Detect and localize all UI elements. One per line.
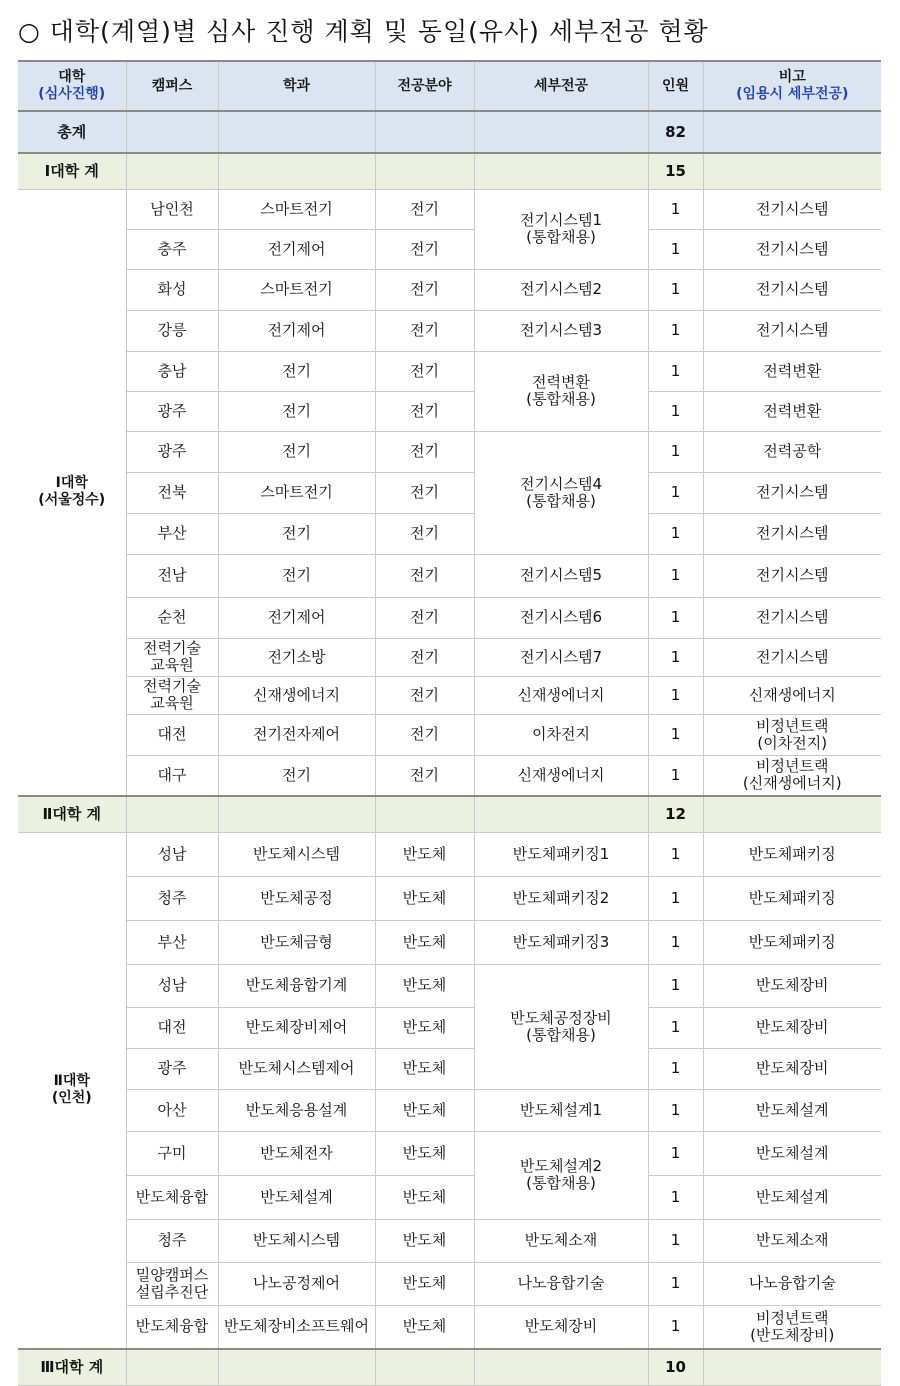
- note-cell: 전기시스템: [703, 597, 881, 638]
- major-cell: [474, 1305, 648, 1349]
- note-cell: 전력변환: [703, 391, 881, 431]
- univ-cell: [18, 189, 126, 796]
- campus-cell: [126, 920, 218, 964]
- header-count: 인원: [648, 61, 703, 111]
- field-cell: 전기: [375, 597, 474, 638]
- note-cell: 전력공학: [703, 431, 881, 472]
- subtotal-row: [18, 153, 881, 189]
- campus-name: 구미: [157, 1143, 187, 1162]
- note-cell: 반도체패키징: [703, 832, 881, 876]
- note-cell: 전기시스템: [703, 472, 881, 513]
- campus-cell: [126, 597, 218, 638]
- dept-cell: 반도체시스템: [218, 832, 375, 876]
- campus-cell: [126, 229, 218, 269]
- table-row: [18, 472, 881, 513]
- univ-name: Ⅱ대학: [53, 1073, 90, 1090]
- subtotal-count: 10: [648, 1349, 703, 1385]
- field-cell: 반도체: [375, 1048, 474, 1089]
- major-name: 반도체패키징2: [512, 888, 610, 907]
- dept-cell: 스마트전기: [218, 472, 375, 513]
- campus-cell: [126, 1131, 218, 1175]
- campus-cell: [126, 676, 218, 714]
- table-row: [18, 1089, 881, 1131]
- major-cell: [474, 876, 648, 920]
- count-cell: 1: [648, 1007, 703, 1048]
- table-row: [18, 1131, 881, 1175]
- note-cell: 전기시스템: [703, 189, 881, 229]
- count-cell: 1: [648, 1262, 703, 1305]
- campus-name: 밀양캠퍼스: [135, 1265, 209, 1284]
- dept-cell: 전기제어: [218, 310, 375, 351]
- note-detail: (이차전지): [757, 733, 828, 752]
- note-detail: (반도체장비): [750, 1325, 835, 1344]
- major-name: 반도체설계1: [520, 1100, 602, 1119]
- campus-cell: [126, 1305, 218, 1349]
- note-cell: 반도체장비: [703, 1048, 881, 1089]
- major-status-table: [18, 60, 881, 1386]
- major-cell: [474, 1219, 648, 1262]
- note-cell: 반도체패키징: [703, 876, 881, 920]
- campus-cell: [126, 1007, 218, 1048]
- count-cell: 1: [648, 513, 703, 554]
- field-cell: 전기: [375, 310, 474, 351]
- note-track: 비정년트랙: [756, 716, 829, 735]
- field-cell: 전기: [375, 554, 474, 597]
- campus-name: 성남: [157, 844, 187, 863]
- campus-name-line2: 교육원: [150, 694, 194, 712]
- table-row: [18, 351, 881, 391]
- major-name: 전기시스템5: [520, 566, 602, 584]
- note-cell: 전기시스템: [703, 269, 881, 310]
- major-cell: [474, 189, 648, 269]
- note-cell: 반도체장비: [703, 1007, 881, 1048]
- dept-cell: 반도체공정: [218, 876, 375, 920]
- count-cell: 1: [648, 1131, 703, 1175]
- major-name: 전기시스템3: [520, 321, 602, 339]
- count-cell: 1: [648, 554, 703, 597]
- campus-cell: [126, 513, 218, 554]
- count-cell: 1: [648, 964, 703, 1007]
- dept-cell: 나노공정제어: [218, 1262, 375, 1305]
- campus-cell: [126, 1175, 218, 1219]
- field-cell: 전기: [375, 755, 474, 796]
- field-cell: 전기: [375, 351, 474, 391]
- page-title: ○ 대학(계열)별 심사 진행 계획 및 동일(유사) 세부전공 현황: [18, 17, 709, 46]
- table-header-row: [18, 61, 881, 111]
- count-cell: 1: [648, 714, 703, 755]
- subtotal-label: Ⅲ대학 계: [18, 1349, 126, 1385]
- table-row: [18, 1007, 881, 1048]
- campus-name: 강릉: [157, 321, 187, 339]
- field-cell: 전기: [375, 638, 474, 676]
- major-cell: [474, 638, 648, 676]
- campus-name: 광주: [157, 442, 187, 460]
- major-name: 반도체공정장비: [510, 1008, 612, 1027]
- note-cell: 반도체설계: [703, 1089, 881, 1131]
- table-row: [18, 1262, 881, 1305]
- table-row: [18, 310, 881, 351]
- count-cell: 1: [648, 391, 703, 431]
- note-cell: 전력변환: [703, 351, 881, 391]
- campus-name: 청주: [157, 1231, 187, 1249]
- header-field: 전공분야: [375, 61, 474, 111]
- dept-cell: 반도체응용설계: [218, 1089, 375, 1131]
- field-cell: 반도체: [375, 1175, 474, 1219]
- note-cell: 전기시스템: [703, 554, 881, 597]
- empty-cell: [474, 796, 648, 832]
- major-cell: [474, 714, 648, 755]
- major-cell: [474, 310, 648, 351]
- note-cell: 전기시스템: [703, 513, 881, 554]
- dept-cell: 전기제어: [218, 597, 375, 638]
- table-row: [18, 554, 881, 597]
- major-cell: [474, 920, 648, 964]
- campus-cell: [126, 554, 218, 597]
- count-cell: 1: [648, 1305, 703, 1349]
- empty-cell: [703, 153, 881, 189]
- table-row: [18, 597, 881, 638]
- dept-cell: 전기: [218, 431, 375, 472]
- dept-cell: 전기: [218, 755, 375, 796]
- dept-cell: 전기: [218, 513, 375, 554]
- subtotal-count: 12: [648, 796, 703, 832]
- univ-location: (서울정수): [38, 492, 106, 509]
- empty-cell: [218, 153, 375, 189]
- empty-cell: [474, 153, 648, 189]
- count-cell: 1: [648, 1175, 703, 1219]
- campus-name: 대구: [157, 765, 187, 784]
- note-cell: 전기시스템: [703, 229, 881, 269]
- count-cell: 1: [648, 1048, 703, 1089]
- total-row: [18, 111, 881, 153]
- field-cell: 반도체: [375, 1007, 474, 1048]
- campus-name: 대전: [157, 725, 187, 743]
- note-cell: 반도체패키징: [703, 920, 881, 964]
- major-cell: [474, 1089, 648, 1131]
- dept-cell: 전기: [218, 391, 375, 431]
- table-row: [18, 1048, 881, 1089]
- count-cell: 1: [648, 755, 703, 796]
- campus-cell: [126, 832, 218, 876]
- major-note: (통합채용): [526, 1025, 596, 1044]
- dept-cell: 반도체장비소프트웨어: [218, 1305, 375, 1349]
- field-cell: 반도체: [375, 964, 474, 1007]
- campus-name: 대전: [157, 1018, 187, 1036]
- note-cell: 신재생에너지: [703, 676, 881, 714]
- major-note: (통합채용): [526, 228, 596, 246]
- count-cell: 1: [648, 310, 703, 351]
- major-name: 전기시스템4: [520, 474, 602, 493]
- dept-cell: 스마트전기: [218, 189, 375, 229]
- table-row: [18, 391, 881, 431]
- major-note: (통합채용): [526, 491, 596, 510]
- major-name: 반도체장비: [524, 1317, 598, 1336]
- campus-name: 아산: [157, 1100, 187, 1119]
- field-cell: 반도체: [375, 1262, 474, 1305]
- campus-name: 전력기술: [143, 677, 201, 695]
- dept-cell: 반도체시스템: [218, 1219, 375, 1262]
- campus-name-line2: 교육원: [150, 656, 194, 674]
- major-name: 반도체설계2: [520, 1157, 602, 1175]
- campus-name: 광주: [157, 401, 187, 420]
- field-cell: 반도체: [375, 920, 474, 964]
- campus-name: 충주: [157, 239, 187, 258]
- campus-name: 반도체융합: [135, 1187, 209, 1206]
- note-cell: 반도체설계: [703, 1175, 881, 1219]
- campus-cell: [126, 189, 218, 229]
- univ-location: (인천): [51, 1090, 92, 1107]
- campus-name: 성남: [157, 976, 187, 994]
- table-row: [18, 229, 881, 269]
- field-cell: 전기: [375, 269, 474, 310]
- campus-cell: [126, 431, 218, 472]
- campus-name: 전북: [157, 483, 187, 501]
- table-row: [18, 189, 881, 229]
- empty-cell: [126, 796, 218, 832]
- count-cell: 1: [648, 229, 703, 269]
- field-cell: 반도체: [375, 832, 474, 876]
- campus-name: 충남: [157, 361, 187, 380]
- campus-name: 순천: [157, 608, 187, 626]
- major-cell: [474, 832, 648, 876]
- note-cell: 전기시스템: [703, 638, 881, 676]
- count-cell: 1: [648, 1089, 703, 1131]
- dept-cell: 전기소방: [218, 638, 375, 676]
- count-cell: 1: [648, 269, 703, 310]
- count-cell: 1: [648, 189, 703, 229]
- major-note: (통합채용): [526, 390, 596, 408]
- major-cell: [474, 755, 648, 796]
- dept-cell: 반도체전자: [218, 1131, 375, 1175]
- campus-cell: [126, 472, 218, 513]
- campus-cell: [126, 1262, 218, 1305]
- field-cell: 전기: [375, 189, 474, 229]
- campus-name: 부산: [157, 932, 187, 951]
- dept-cell: 신재생에너지: [218, 676, 375, 714]
- subtotal-label: Ⅱ대학 계: [18, 796, 126, 832]
- subtotal-label: Ⅰ대학 계: [18, 153, 126, 189]
- note-cell: [703, 755, 881, 796]
- note-cell: 반도체설계: [703, 1131, 881, 1175]
- empty-cell: [375, 796, 474, 832]
- major-cell: [474, 554, 648, 597]
- major-cell: [474, 269, 648, 310]
- note-cell: 반도체소재: [703, 1219, 881, 1262]
- campus-cell: [126, 755, 218, 796]
- count-cell: 1: [648, 431, 703, 472]
- campus-cell: [126, 1219, 218, 1262]
- campus-cell: [126, 876, 218, 920]
- empty-cell: [126, 153, 218, 189]
- total-label: 총계: [18, 111, 126, 153]
- count-cell: 1: [648, 832, 703, 876]
- field-cell: 전기: [375, 714, 474, 755]
- dept-cell: 전기전자제어: [218, 714, 375, 755]
- dept-cell: 전기제어: [218, 229, 375, 269]
- campus-cell: [126, 638, 218, 676]
- note-cell: 전기시스템: [703, 310, 881, 351]
- table-row: [18, 714, 881, 755]
- major-name: 반도체패키징1: [512, 844, 610, 863]
- dept-cell: 전기: [218, 554, 375, 597]
- field-cell: 전기: [375, 431, 474, 472]
- major-name: 반도체소재: [524, 1231, 598, 1249]
- dept-cell: 반도체시스템제어: [218, 1048, 375, 1089]
- table-row: [18, 1175, 881, 1219]
- table-row: [18, 964, 881, 1007]
- univ-name: Ⅰ대학: [55, 475, 88, 492]
- table-row: [18, 920, 881, 964]
- field-cell: 전기: [375, 391, 474, 431]
- dept-cell: 전기: [218, 351, 375, 391]
- major-cell: [474, 597, 648, 638]
- major-cell: [474, 431, 648, 554]
- field-cell: 반도체: [375, 1131, 474, 1175]
- empty-cell: [218, 796, 375, 832]
- major-name: 전기시스템2: [520, 280, 602, 298]
- note-cell: 반도체장비: [703, 964, 881, 1007]
- campus-name: 남인천: [150, 199, 194, 218]
- count-cell: 1: [648, 920, 703, 964]
- table-row: [18, 1219, 881, 1262]
- campus-name: 화성: [157, 280, 187, 298]
- note-detail: (신재생에너지): [742, 774, 842, 793]
- field-cell: 반도체: [375, 1089, 474, 1131]
- campus-name: 전남: [157, 566, 187, 584]
- major-name: 전력변환: [532, 373, 590, 391]
- major-name: 반도체패키징3: [512, 932, 610, 951]
- table-row: [18, 431, 881, 472]
- campus-cell: [126, 391, 218, 431]
- univ-cell: [18, 832, 126, 1349]
- count-cell: 1: [648, 351, 703, 391]
- campus-cell: [126, 351, 218, 391]
- field-cell: 반도체: [375, 1305, 474, 1349]
- note-cell: [703, 1305, 881, 1349]
- major-name: 전기시스템7: [520, 647, 602, 666]
- count-cell: 1: [648, 1219, 703, 1262]
- field-cell: 전기: [375, 676, 474, 714]
- subtotal-count: 15: [648, 153, 703, 189]
- table-row: [18, 1305, 881, 1349]
- field-cell: 전기: [375, 472, 474, 513]
- campus-name: 부산: [157, 524, 187, 542]
- major-cell: [474, 676, 648, 714]
- header-campus: 캠퍼스: [126, 61, 218, 111]
- major-name: 이차전지: [532, 725, 590, 743]
- table-row: [18, 513, 881, 554]
- campus-cell: [126, 714, 218, 755]
- dept-cell: 스마트전기: [218, 269, 375, 310]
- campus-name: 청주: [157, 888, 187, 907]
- field-cell: 전기: [375, 229, 474, 269]
- count-cell: 1: [648, 472, 703, 513]
- major-name: 전기시스템1: [520, 211, 602, 229]
- major-cell: [474, 1262, 648, 1305]
- dept-cell: 반도체융합기계: [218, 964, 375, 1007]
- empty-cell: [703, 796, 881, 832]
- count-cell: 1: [648, 876, 703, 920]
- dept-cell: 반도체금형: [218, 920, 375, 964]
- campus-cell: [126, 964, 218, 1007]
- count-cell: 1: [648, 676, 703, 714]
- empty-cell: [375, 153, 474, 189]
- note-cell: [703, 714, 881, 755]
- header-univ: 대학 (심사진행): [18, 61, 126, 111]
- field-cell: 반도체: [375, 1219, 474, 1262]
- major-name: 나노융합기술: [517, 1274, 605, 1292]
- campus-cell: [126, 310, 218, 351]
- subtotal-row: [18, 796, 881, 832]
- table-row: [18, 676, 881, 714]
- header-note: 비고 (임용시 세부전공): [703, 61, 881, 111]
- campus-cell: [126, 1089, 218, 1131]
- total-count: 82: [648, 111, 703, 153]
- dept-cell: 반도체장비제어: [218, 1007, 375, 1048]
- campus-name-line2: 설립추진단: [135, 1282, 209, 1301]
- dept-cell: 반도체설계: [218, 1175, 375, 1219]
- campus-name: 반도체융합: [135, 1317, 209, 1336]
- count-cell: 1: [648, 597, 703, 638]
- major-cell: [474, 1131, 648, 1219]
- table-row: [18, 269, 881, 310]
- note-track: 비정년트랙: [756, 1308, 829, 1327]
- table-row: [18, 832, 881, 876]
- campus-cell: [126, 269, 218, 310]
- major-cell: [474, 351, 648, 431]
- field-cell: 반도체: [375, 876, 474, 920]
- header-major: 세부전공: [474, 61, 648, 111]
- campus-name: 전력기술: [143, 639, 201, 657]
- note-track: 비정년트랙: [756, 757, 829, 776]
- major-name: 신재생에너지: [517, 765, 605, 784]
- campus-name: 광주: [157, 1059, 187, 1077]
- major-name: 신재생에너지: [517, 685, 605, 704]
- table-row: [18, 638, 881, 676]
- campus-cell: [126, 1048, 218, 1089]
- table-row: [18, 876, 881, 920]
- header-dept: 학과: [218, 61, 375, 111]
- note-cell: 나노융합기술: [703, 1262, 881, 1305]
- major-cell: [474, 964, 648, 1089]
- major-name: 전기시스템6: [520, 608, 602, 626]
- field-cell: 전기: [375, 513, 474, 554]
- table-row: [18, 755, 881, 796]
- major-note: (통합채용): [526, 1174, 596, 1192]
- count-cell: 1: [648, 638, 703, 676]
